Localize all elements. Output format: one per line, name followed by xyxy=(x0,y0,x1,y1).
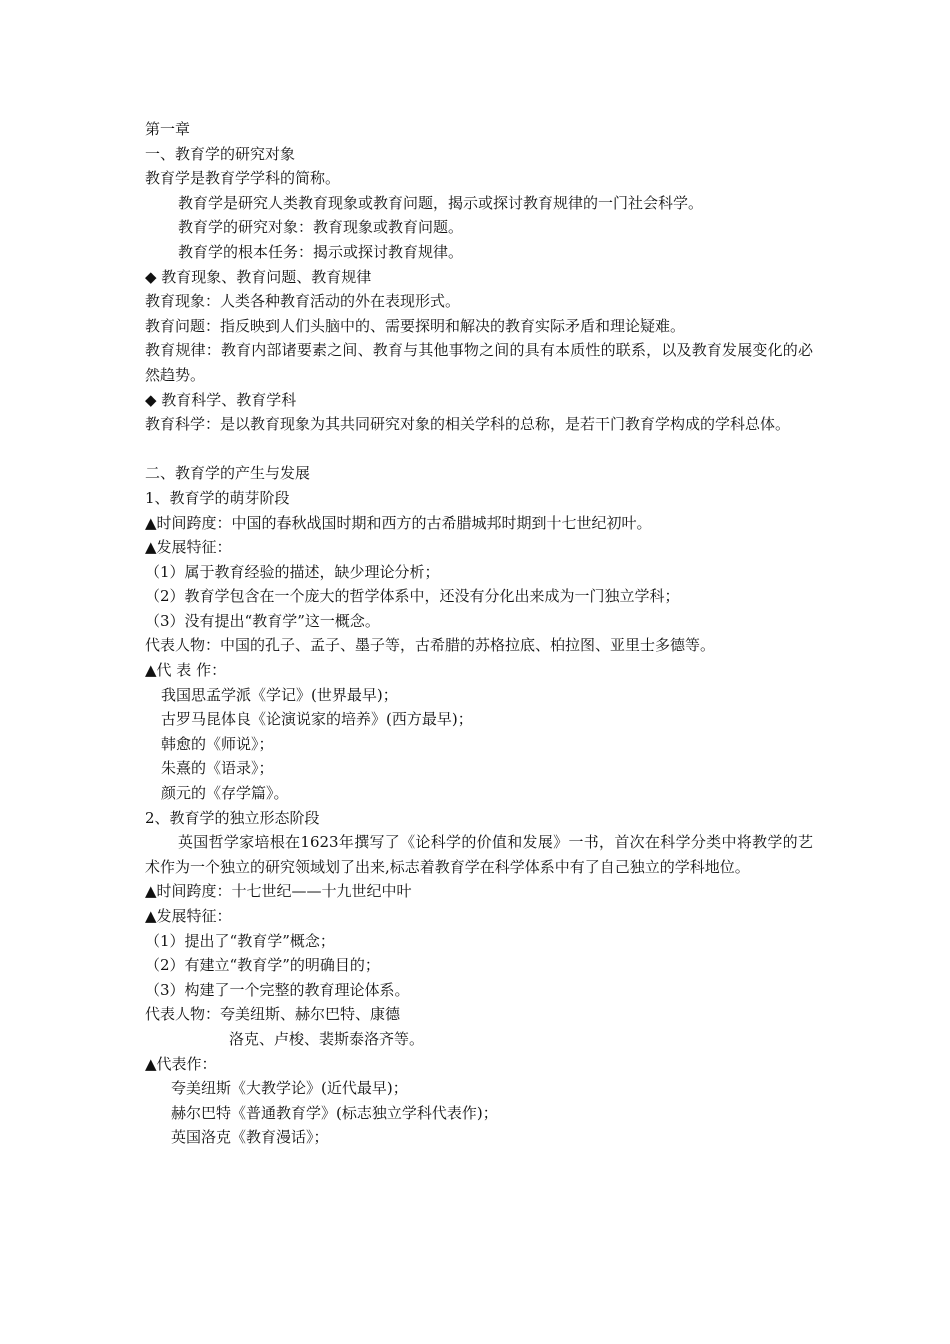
features-heading: ▲发展特征： xyxy=(145,907,232,925)
paragraph: 教育学的根本任务：揭示或探讨教育规律。 xyxy=(178,242,464,261)
bullet-heading: ◆ 教育现象、教育问题、教育规律 xyxy=(145,267,372,286)
subsection-title: 2、教育学的独立形态阶段 xyxy=(145,808,320,827)
document-body xyxy=(145,117,813,1150)
work-item: 夸美纽斯《大教学论》(近代最早)； xyxy=(171,1079,408,1098)
list-item: （1）提出了“教育学”概念； xyxy=(145,931,335,950)
representatives: 代表人物：夸美纽斯、赫尔巴特、康德 xyxy=(145,1005,401,1024)
paragraph: 教育学是研究人类教育现象或教育问题，揭示或探讨教育规律的一门社会科学。 xyxy=(178,193,704,212)
representatives-continued: 洛克、卢梭、裴斯泰洛齐等。 xyxy=(229,1029,425,1048)
work-item: 赫尔巴特《普通教育学》(标志独立学科代表作)； xyxy=(171,1103,498,1122)
list-item: （2）有建立“教育学”的明确目的； xyxy=(145,956,380,975)
works-heading: ▲代表作： xyxy=(145,1054,217,1073)
section-heading-1: 一、教育学的研究对象 xyxy=(145,144,296,163)
section-heading-2: 二、教育学的产生与发展 xyxy=(145,464,311,483)
work-item: 古罗马昆体良《论演说家的培养》(西方最早)； xyxy=(161,710,473,729)
blank-line xyxy=(145,437,813,462)
definition: 教育现象：人类各种教育活动的外在表现形式。 xyxy=(145,292,461,311)
work-item: 颜元的《存学篇》。 xyxy=(161,784,289,803)
definition: 教育问题：指反映到人们头脑中的、需要探明和解决的教育实际矛盾和理论疑难。 xyxy=(145,316,686,335)
work-item: 朱熹的《语录》； xyxy=(161,759,274,778)
paragraph: 教育学是教育学学科的简称。 xyxy=(145,169,341,188)
paragraph: 英国哲学家培根在1623年撰写了《论科学的价值和发展》一书，首次在科学分类中将教学的艺术作为一个独立的研究领域划了出来,标志着教育学在科学体系中有了自己独立的学科地位。 xyxy=(145,833,813,876)
definition: 教育科学：是以教育现象为其共同研究对象的相关学科的总称，是若干门教育学构成的学科总体。 xyxy=(145,415,791,434)
works-heading: ▲代 表 作： xyxy=(145,661,227,680)
work-item: 英国洛克《教育漫话》； xyxy=(171,1128,329,1147)
time-span: ▲时间跨度：十七世纪——十九世纪中叶 xyxy=(145,882,412,901)
paragraph: 教育学的研究对象：教育现象或教育问题。 xyxy=(178,218,464,237)
list-item: （2）教育学包含在一个庞大的哲学体系中，还没有分化出来成为一门独立学科； xyxy=(145,587,680,606)
work-item: 我国思孟学派《学记》(世界最早)； xyxy=(161,685,398,704)
time-span: ▲时间跨度：中国的春秋战国时期和西方的古希腊城邦时期到十七世纪初叶。 xyxy=(145,513,652,532)
subsection-title: 1、教育学的萌芽阶段 xyxy=(145,488,290,507)
features-heading: ▲发展特征： xyxy=(145,538,232,557)
chapter-title: 第一章 xyxy=(145,120,191,138)
bullet-heading: ◆ 教育科学、教育学科 xyxy=(145,390,297,409)
list-item: （1）属于教育经验的描述，缺少理论分析； xyxy=(145,562,440,581)
list-item: （3）没有提出“教育学”这一概念。 xyxy=(145,611,380,630)
list-item: （3）构建了一个完整的教育理论体系。 xyxy=(145,980,410,999)
representatives: 代表人物：中国的孔子、孟子、墨子等，古希腊的苏格拉底、柏拉图、亚里士多德等。 xyxy=(145,636,716,655)
work-item: 韩愈的《师说》； xyxy=(161,734,274,753)
definition: 教育规律：教育内部诸要素之间、教育与其他事物之间的具有本质性的联系，以及教育发展变化的必然趋势。 xyxy=(145,341,813,384)
